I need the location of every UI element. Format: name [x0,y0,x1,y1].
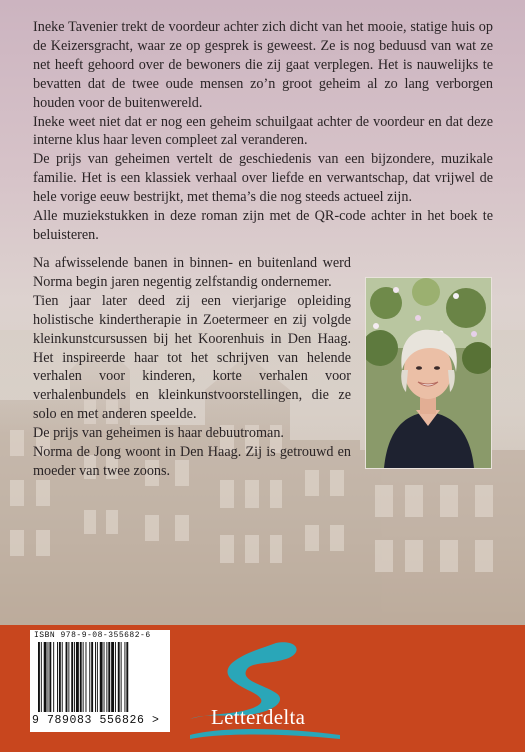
author-bio-paragraph: Norma de Jong woont in Den Haag. Zij is getrouwd en moeder van twee zoons. [33,444,351,479]
blurb-paragraph: Ineke weet niet dat er nog een geheim schuilgaat achter de voordeur en dat deze interne klus haar leven compleet zal veranderen. [33,113,493,149]
author-photo [365,277,492,469]
author-bio-paragraph: De prijs van geheimen is haar debuutroman. [33,425,284,442]
barcode-digits: 9 789083 556826 > [32,714,160,727]
author-bio-paragraph: Tien jaar later deed zij een vierjarige opleiding holistische kindertherapie in Zoetermeer en zij volgde kleinkunstcursussen bij het Koorenhuis in Den Haag. Het inspireerde haar tot het schrijven van helende verhalen voor kinderen, korte verhalen voor verhalenbundels en kleinkunstvoorstellingen, die ze solo en met anderen speelde. [33,292,351,423]
isbn-barcode [30,630,170,732]
author-bio-paragraph: Na afwisselende banen in binnen- en buitenland werd Norma begin jaren negentig zelfstandig ondernemer. [33,255,351,290]
publisher-name: Letterdelta [211,705,306,729]
footer-bar [0,625,525,752]
blurb-paragraph: De prijs van geheimen vertelt de geschiedenis van een bijzondere, muzikale familie. Het is een klassiek verhaal over liefde en verwantschap, dat vrijwel de hele vorige eeuw bestrijkt, met thema’s die nog steeds actueel zijn. [33,151,493,206]
blurb-paragraph: Ineke Tavenier trekt de voordeur achter zich dicht van het mooie, statige huis op de Keizersgracht, waar ze op gesprek is geweest. Ze is nog beduusd van wat ze net heeft gehoord over de bewoners die zij gaat verplegen. Het is nauwelijks te bevatten dat de twee oude mensen zo’n groot geheim al zo lang verborgen houden voor de buitenwereld. [33,19,493,111]
book-blurb [33,18,493,245]
isbn-label: ISBN 978-9-08-355682-6 [34,631,151,640]
barcode-bars [34,642,166,714]
author-bio [33,254,351,481]
blurb-paragraph: Alle muziekstukken in deze roman zijn met de QR-code achter in het boek te beluisteren. [33,208,493,243]
